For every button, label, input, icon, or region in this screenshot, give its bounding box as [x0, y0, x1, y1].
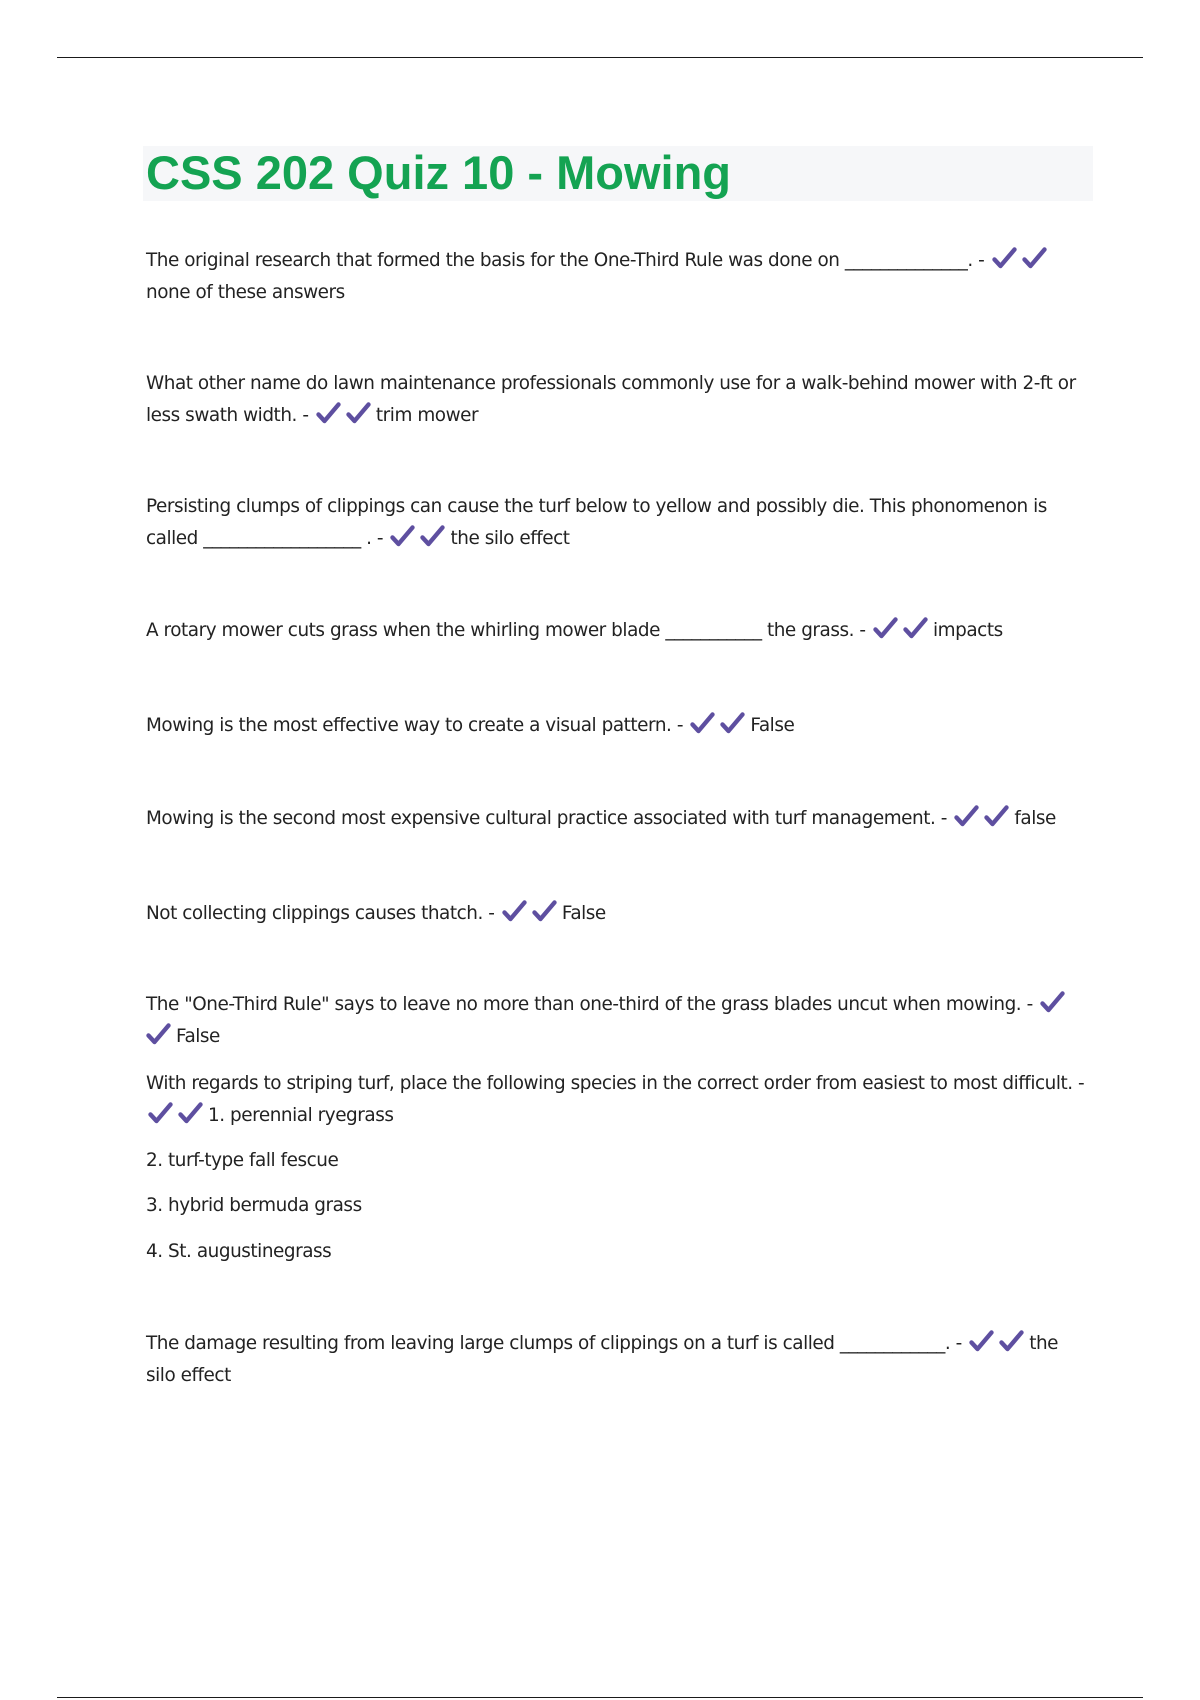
check-icon [146, 1023, 171, 1045]
check-icon [316, 402, 341, 424]
answer-list-item: 3. hybrid bermuda grass [146, 1195, 362, 1216]
check-icon [690, 712, 715, 734]
answer-text: false [1014, 808, 1056, 829]
answer-text: none of these answers [146, 282, 345, 303]
header-rule [57, 57, 1143, 58]
check-icon [1040, 991, 1065, 1013]
check-icon [720, 712, 745, 734]
question-text: Not collecting clippings causes thatch. - [146, 903, 495, 924]
question-text: The original research that formed the basis for the One-Third Rule was done on ______________. - [146, 250, 985, 271]
qa-item-1 [146, 245, 1091, 309]
answer-list-item: 4. St. augustinegrass [146, 1241, 332, 1262]
check-icon [1022, 247, 1047, 269]
check-icon [984, 805, 1009, 827]
check-icon [532, 900, 557, 922]
question-text: Persisting clumps of clippings can cause the turf below to yellow and possibly die. This phonomenon is called __________________ . - [146, 496, 1047, 549]
question-text: The damage resulting from leaving large clumps of clippings on a turf is called ____________. - [146, 1333, 962, 1354]
check-icon [420, 525, 445, 547]
qa-item-3 [146, 491, 1091, 555]
qa-item-10 [146, 1328, 1091, 1392]
question-text: Mowing is the most effective way to create a visual pattern. - [146, 715, 684, 736]
question-text: What other name do lawn maintenance professionals commonly use for a walk-behind mower with 2-ft or less swath width. - [146, 373, 1076, 426]
answer-text: the silo effect [450, 528, 570, 549]
page-title: CSS 202 Quiz 10 - Mowing [146, 146, 731, 199]
check-icon [969, 1330, 994, 1352]
qa-item-8 [146, 989, 1091, 1053]
check-icon [992, 247, 1017, 269]
qa-item-5 [146, 710, 1091, 742]
qa-item-2 [146, 368, 1091, 432]
qa-item-6 [146, 803, 1091, 835]
qa-item-4 [146, 615, 1091, 647]
check-icon [954, 805, 979, 827]
qa-item-9 [146, 1068, 1091, 1132]
answer-list-item: 2. turf-type fall fescue [146, 1150, 339, 1171]
footer-rule [57, 1697, 1143, 1698]
question-text: The "One-Third Rule" says to leave no more than one-third of the grass blades uncut when mowing. - [146, 994, 1033, 1015]
question-text: With regards to striping turf, place the following species in the correct order from easiest to most difficult. - [146, 1073, 1085, 1094]
answer-text: False [750, 715, 795, 736]
check-icon [999, 1330, 1024, 1352]
answer-text: trim mower [375, 405, 479, 426]
answer-text: the silo effect [146, 1333, 1059, 1386]
question-text: Mowing is the second most expensive cultural practice associated with turf management. - [146, 808, 947, 829]
check-icon [178, 1102, 203, 1124]
question-text: A rotary mower cuts grass when the whirling mower blade ___________ the grass. - [146, 620, 866, 641]
check-icon [873, 617, 898, 639]
check-icon [346, 402, 371, 424]
check-icon [390, 525, 415, 547]
answer-text: impacts [933, 620, 1003, 641]
check-icon [903, 617, 928, 639]
qa-item-7 [146, 898, 1091, 930]
check-icon [148, 1102, 173, 1124]
answer-text: False [561, 903, 606, 924]
answer-text: False [176, 1026, 220, 1047]
answer-text: 1. perennial ryegrass [208, 1105, 394, 1126]
check-icon [502, 900, 527, 922]
